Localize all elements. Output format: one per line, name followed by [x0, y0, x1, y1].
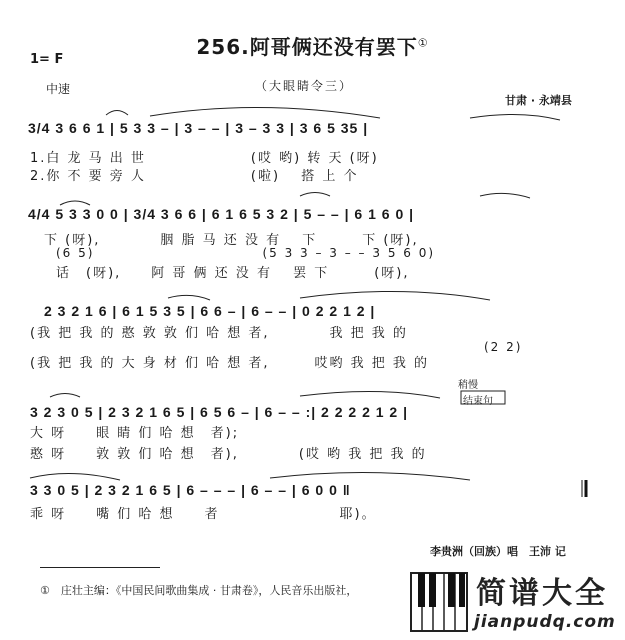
notation-row-2: 4/4 5 3 3 0 0 | 3/4 3 6 6 | 6 1 6 5 3 2 | 5 – – | 6 1 6 0 |	[28, 206, 415, 222]
tempo-marking: 中速	[46, 82, 71, 96]
lyric-row-1-line-2: 2.你 不 要 旁 人 (啦) 搭 上 个	[30, 169, 359, 184]
notation-row-5: 3 3 0 5 | 2 3 2 1 6 5 | 6 – – – | 6 – – | 6 0 0 ‖	[30, 482, 351, 498]
origin-region: 甘肃 · 永靖县	[505, 94, 572, 107]
logo-url: jianpudq.com	[474, 612, 616, 632]
lyric-row-3-line-1: (我 把 我 的 憨 敦 敦 们 哈 想 者, 我 把 我 的	[30, 326, 408, 341]
ending-phrase-box: 结束句	[463, 396, 493, 407]
tune-subtitle: （大眼睛令三）	[255, 79, 354, 93]
song-title-text: 阿哥俩还没有罢下	[249, 35, 418, 59]
performer-credit: 李贵洲（回族）唱 王沛 记	[430, 545, 566, 558]
notation-row-3: 2 3 2 1 6 | 6 1 5 3 5 | 6 6 – | 6 – – | 0 2 2 1 2 |	[44, 303, 376, 319]
notation-row-4: 3 2 3 0 5 | 2 3 2 1 6 5 | 6 5 6 – | 6 – – :| 2 2 2 2 1 2 |	[30, 404, 409, 420]
tempo-change-mark: 稍慢	[458, 380, 478, 391]
key-signature: 1= F	[30, 52, 64, 67]
lyric-row-2-variant: (6 5) (5 3 3 – 3 – – 3 5 6 0)	[56, 246, 436, 260]
lyric-row-5-line-1: 乖 呀 嘴 们 哈 想 者 耶)。	[30, 507, 377, 522]
lyric-row-3-line-2: (我 把 我 的 大 身 材 们 哈 想 者, 哎哟 我 把 我 的	[30, 356, 430, 371]
lyric-row-4-line-1: 大 呀 眼 睛 们 哈 想 者);	[30, 426, 240, 441]
site-logo	[410, 568, 620, 636]
footnote-mark: ①	[417, 36, 429, 50]
lyric-row-2-line-1: 下 (呀), 胭 脂 马 还 没 有 下 下 (呀),	[44, 233, 419, 248]
piano-keys-icon	[410, 572, 468, 632]
logo-text: 简谱大全	[476, 576, 608, 611]
notation-row-1: 3/4 3 6 6 1 | 5 3 3 – | 3 – – | 3 – 3 3 | 3 6 5 35 |	[28, 120, 369, 136]
footnote-divider	[40, 567, 160, 568]
lyric-row-1-line-1: 1.白 龙 马 出 世 (哎 哟) 转 天 (呀)	[30, 151, 379, 166]
song-number: 256.	[196, 35, 250, 59]
lyric-row-4-line-2: 憨 呀 敦 敦 们 哈 想 者), (哎 哟 我 把 我 的	[30, 447, 427, 462]
lyric-row-2-line-2: 话 (呀), 阿 哥 俩 还 没 有 罢 下 (呀),	[56, 266, 410, 281]
footnote-text: ① 庄壮主编：《中国民间歌曲集成 · 甘肃卷》，人民音乐出版社，	[40, 584, 358, 597]
variant-mark-row-3: (2 2)	[484, 340, 523, 354]
